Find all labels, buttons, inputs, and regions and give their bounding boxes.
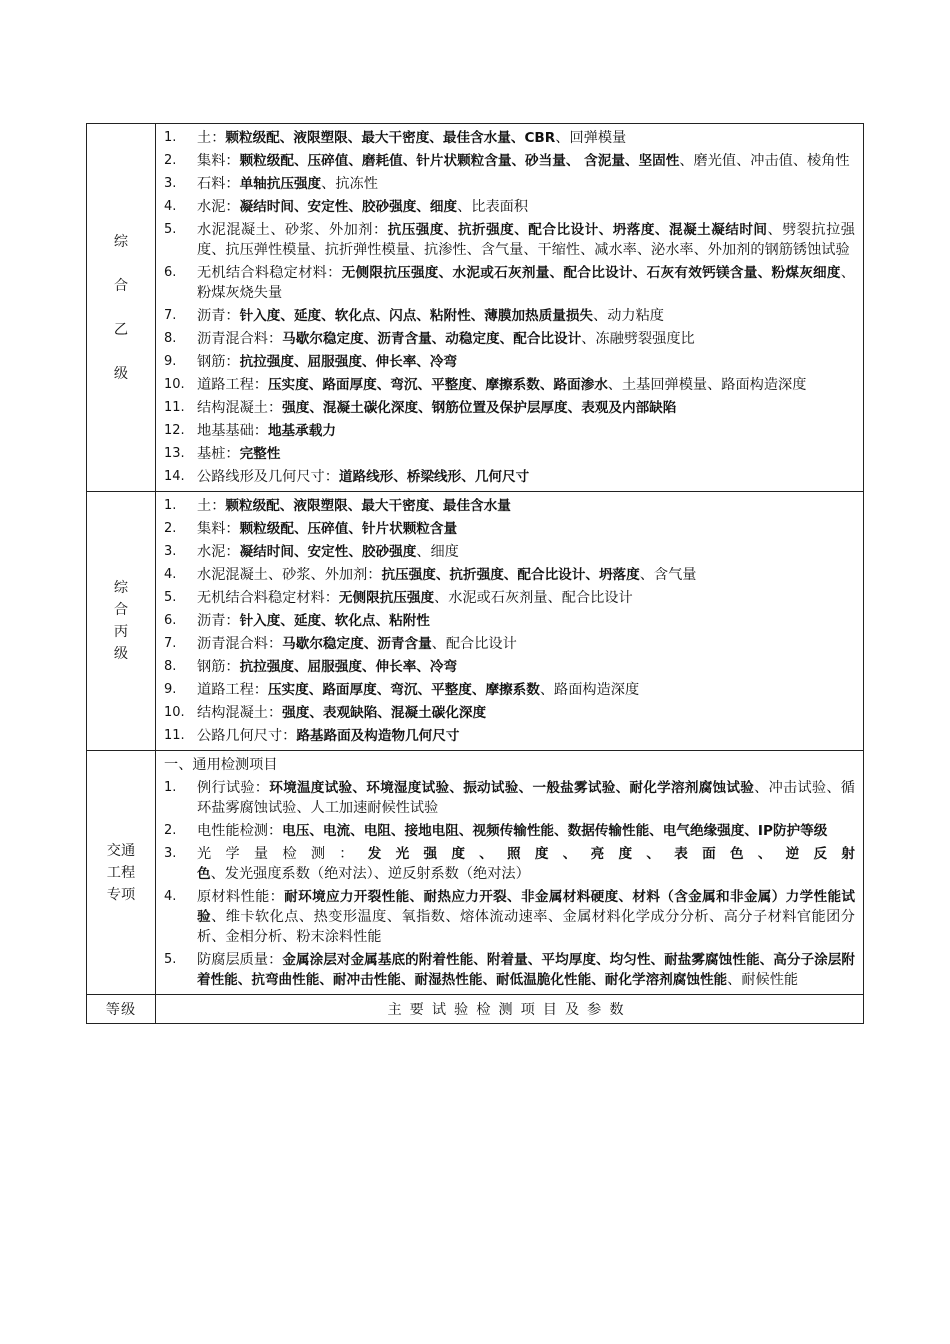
item-number: 13. bbox=[164, 446, 185, 461]
items-column-header: 主要试验检测项目及参数 bbox=[156, 995, 864, 1024]
grade-cell bbox=[87, 492, 156, 751]
item-category: 结构混凝土： bbox=[197, 705, 283, 721]
item-number: 3. bbox=[164, 544, 177, 559]
item-text bbox=[197, 519, 855, 539]
item-category: 水泥： bbox=[197, 544, 240, 560]
item-category: 公路几何尺寸： bbox=[197, 728, 297, 744]
list-item bbox=[164, 263, 855, 303]
item-category: 钢筋： bbox=[197, 354, 240, 370]
item-text bbox=[197, 565, 855, 585]
item-key-parameters: 强度、混凝土碳化深度、钢筋位置及保护层厚度、表观及内部缺陷 bbox=[282, 400, 677, 416]
item-key-parameters: 压实度、路面厚度、弯沉、平整度、摩擦系数 bbox=[267, 682, 540, 698]
item-category: 电性能检测： bbox=[197, 823, 283, 839]
item-category: 水泥： bbox=[197, 199, 240, 215]
list-item bbox=[164, 128, 855, 148]
item-text bbox=[197, 542, 855, 562]
list-item bbox=[164, 496, 855, 516]
item-text bbox=[197, 844, 855, 884]
item-key-parameters: 单轴抗压强度 bbox=[239, 176, 322, 192]
item-key-parameters: 抗拉强度、屈服强度、伸长率、冷弯 bbox=[239, 659, 458, 675]
item-key-parameters: 压实度、路面厚度、弯沉、平整度、摩擦系数、路面渗水 bbox=[267, 377, 608, 393]
item-text bbox=[197, 703, 855, 723]
item-number: 8. bbox=[164, 659, 177, 674]
item-category: 公路线形及几何尺寸： bbox=[197, 469, 339, 485]
list-item bbox=[164, 778, 855, 818]
item-category: 道路工程： bbox=[197, 682, 268, 698]
item-text bbox=[197, 657, 855, 677]
item-text bbox=[197, 588, 855, 608]
list-item bbox=[164, 726, 855, 746]
item-category: 无机结合料稳定材料： bbox=[197, 590, 339, 606]
list-item bbox=[164, 950, 855, 990]
grade-label-char: 丙 bbox=[113, 624, 129, 640]
item-text bbox=[197, 680, 855, 700]
item-other-parameters: 、配合比设计 bbox=[431, 636, 517, 652]
grade-label-char: 合 bbox=[113, 277, 129, 294]
item-category: 光学量检测： bbox=[197, 846, 368, 862]
list-item bbox=[164, 844, 855, 884]
test-items-cell bbox=[156, 124, 864, 492]
list-item bbox=[164, 220, 855, 260]
item-number: 5. bbox=[164, 590, 177, 605]
item-other-parameters: 、含气量 bbox=[639, 567, 697, 583]
item-number: 6. bbox=[164, 265, 177, 280]
item-text bbox=[197, 726, 855, 746]
grade-label-char: 工程 bbox=[106, 864, 136, 881]
item-key-parameters: 环境温度试验、环境湿度试验、振动试验、一般盐雾试验、耐化学溶剂腐蚀试验 bbox=[269, 780, 755, 796]
item-number: 14. bbox=[164, 469, 185, 484]
item-category: 基桩： bbox=[197, 446, 240, 462]
item-key-parameters: 地基承载力 bbox=[267, 423, 336, 439]
item-category: 集料： bbox=[197, 521, 240, 537]
item-text bbox=[197, 375, 855, 395]
item-other-parameters: 、粉煤灰烧失量 bbox=[197, 265, 855, 301]
item-text bbox=[197, 174, 855, 194]
list-item bbox=[164, 680, 855, 700]
item-number: 10. bbox=[164, 377, 185, 392]
item-number: 7. bbox=[164, 636, 177, 651]
qualification-table bbox=[86, 123, 864, 1024]
item-other-parameters: 、维卡软化点、热变形温度、氧指数、熔体流动速率、金属材料化学成分分析、高分子材料官能团分析、金相分析、粉末涂料性能 bbox=[197, 909, 855, 945]
item-other-parameters: 、发光强度系数（绝对法）、逆反射系数（绝对法） bbox=[210, 866, 530, 882]
list-item bbox=[164, 197, 855, 217]
list-item bbox=[164, 821, 855, 841]
item-category: 土： bbox=[197, 498, 226, 514]
item-number: 5. bbox=[164, 222, 177, 237]
item-category: 沥青： bbox=[197, 613, 240, 629]
grade-label-char: 合 bbox=[113, 602, 129, 618]
item-text bbox=[197, 467, 855, 487]
item-category: 钢筋： bbox=[197, 659, 240, 675]
item-number: 1. bbox=[164, 780, 177, 795]
item-key-parameters: 无侧限抗压强度 bbox=[338, 590, 435, 606]
list-item bbox=[164, 565, 855, 585]
item-number: 2. bbox=[164, 823, 177, 838]
item-number: 6. bbox=[164, 613, 177, 628]
item-number: 4. bbox=[164, 567, 177, 582]
item-text bbox=[197, 263, 855, 303]
test-items-cell bbox=[156, 492, 864, 751]
item-number: 3. bbox=[164, 846, 177, 861]
item-number: 10. bbox=[164, 705, 185, 720]
item-category: 水泥混凝土、砂浆、外加剂： bbox=[197, 567, 382, 583]
item-category: 集料： bbox=[197, 153, 240, 169]
item-number: 4. bbox=[164, 889, 177, 904]
item-other-parameters: 、耐候性能 bbox=[727, 972, 799, 988]
item-category: 原材料性能： bbox=[197, 889, 285, 905]
item-text bbox=[197, 887, 855, 947]
list-item bbox=[164, 352, 855, 372]
list-item bbox=[164, 657, 855, 677]
item-category: 沥青： bbox=[197, 308, 240, 324]
item-text bbox=[197, 778, 855, 818]
list-item bbox=[164, 634, 855, 654]
list-item bbox=[164, 444, 855, 464]
grade-section-row bbox=[87, 124, 864, 492]
item-category: 结构混凝土： bbox=[197, 400, 283, 416]
item-key-parameters: 道路线形、桥梁线形、几何尺寸 bbox=[338, 469, 530, 485]
grade-label-char: 综 bbox=[113, 233, 129, 250]
item-other-parameters: 、细度 bbox=[416, 544, 459, 560]
item-key-parameters: 路基路面及构造物几何尺寸 bbox=[296, 728, 460, 744]
item-category: 道路工程： bbox=[197, 377, 268, 393]
item-category: 沥青混合料： bbox=[197, 331, 283, 347]
item-text bbox=[197, 220, 855, 260]
item-other-parameters: 、抗冻性 bbox=[321, 176, 378, 192]
item-text bbox=[197, 496, 855, 516]
list-item bbox=[164, 329, 855, 349]
item-key-parameters: 马歇尔稳定度、沥青含量、动稳定度、配合比设计 bbox=[282, 331, 582, 347]
list-item bbox=[164, 398, 855, 418]
item-key-parameters: 颗粒级配、压碎值、磨耗值、针片状颗粒含量、砂当量、 含泥量、坚固性 bbox=[239, 153, 680, 169]
item-category: 无机结合料稳定材料： bbox=[197, 265, 342, 281]
item-key-parameters: 抗压强度、抗折强度、配合比设计、坍落度 bbox=[381, 567, 640, 583]
item-other-parameters: 、路面构造深度 bbox=[539, 682, 640, 698]
grade-label-char: 交通 bbox=[106, 842, 136, 859]
item-number: 4. bbox=[164, 199, 177, 214]
item-other-parameters: 、冻融劈裂强度比 bbox=[581, 331, 695, 347]
item-category: 防腐层质量： bbox=[197, 952, 283, 968]
list-item bbox=[164, 542, 855, 562]
item-other-parameters: 、比表面积 bbox=[457, 199, 529, 215]
item-other-parameters: 、土基回弹模量、路面构造深度 bbox=[607, 377, 807, 393]
item-number: 3. bbox=[164, 176, 177, 191]
list-item bbox=[164, 703, 855, 723]
item-number: 1. bbox=[164, 498, 177, 513]
grade-label-char: 专项 bbox=[106, 886, 136, 903]
item-key-parameters: 凝结时间、安定性、胶砂强度、细度 bbox=[239, 199, 458, 215]
item-text bbox=[197, 306, 855, 326]
item-text bbox=[197, 950, 855, 990]
item-other-parameters: 、劈裂抗拉强度、抗压弹性模量、抗折弹性模量、抗渗性、含气量、干缩性、减水率、泌水率、外加剂的钢筋锈蚀试验 bbox=[197, 222, 855, 258]
item-key-parameters: 针入度、延度、软化点、闪点、粘附性、薄膜加热质量损失 bbox=[239, 308, 594, 324]
item-key-parameters: 抗压强度、抗折强度、配合比设计、坍落度、混凝土凝结时间 bbox=[387, 222, 768, 238]
item-other-parameters: 、动力粘度 bbox=[593, 308, 664, 324]
item-other-parameters: 、水泥或石灰剂量、配合比设计 bbox=[434, 590, 633, 606]
item-text bbox=[197, 634, 855, 654]
list-item bbox=[164, 519, 855, 539]
item-key-parameters: 电压、电流、电阻、接地电阻、视频传输性能、数据传输性能、电气绝缘强度、IP防护等级 bbox=[282, 823, 828, 839]
table-body bbox=[87, 124, 864, 1024]
list-item bbox=[164, 467, 855, 487]
list-item bbox=[164, 306, 855, 326]
item-text bbox=[197, 398, 855, 418]
item-text bbox=[197, 197, 855, 217]
grade-section-row bbox=[87, 751, 864, 995]
item-other-parameters: 、回弹模量 bbox=[555, 130, 627, 146]
item-number: 9. bbox=[164, 354, 177, 369]
item-other-parameters: 、磨光值、冲击值、棱角性 bbox=[679, 153, 850, 169]
item-number: 2. bbox=[164, 153, 177, 168]
item-text bbox=[197, 611, 855, 631]
list-item bbox=[164, 611, 855, 631]
item-number: 8. bbox=[164, 331, 177, 346]
item-number: 5. bbox=[164, 952, 177, 967]
item-category: 沥青混合料： bbox=[197, 636, 283, 652]
item-key-parameters: 颗粒级配、液限塑限、最大干密度、最佳含水量、CBR bbox=[225, 130, 556, 146]
grade-label-char: 级 bbox=[113, 646, 129, 662]
test-items-cell bbox=[156, 751, 864, 995]
item-text bbox=[197, 352, 855, 372]
item-key-parameters: 凝结时间、安定性、胶砂强度 bbox=[239, 544, 417, 560]
item-key-parameters: 颗粒级配、液限塑限、最大干密度、最佳含水量 bbox=[225, 498, 511, 514]
item-key-parameters: 马歇尔稳定度、沥青含量 bbox=[282, 636, 432, 652]
grade-cell bbox=[87, 751, 156, 995]
item-number: 11. bbox=[164, 400, 185, 415]
item-category: 地基基础： bbox=[197, 423, 268, 439]
item-category: 水泥混凝土、砂浆、外加剂： bbox=[197, 222, 388, 238]
item-text bbox=[197, 821, 855, 841]
grade-label-char: 乙 bbox=[113, 321, 129, 338]
item-number: 1. bbox=[164, 130, 177, 145]
grade-column-header: 等级 bbox=[87, 995, 156, 1024]
item-text bbox=[197, 444, 855, 464]
item-key-parameters: 颗粒级配、压碎值、针片状颗粒含量 bbox=[239, 521, 458, 537]
item-category: 石料： bbox=[197, 176, 240, 192]
item-other-parameters: 、冲击试验、循环盐雾腐蚀试验、人工加速耐候性试验 bbox=[197, 780, 855, 816]
item-number: 12. bbox=[164, 423, 185, 438]
item-key-parameters: 金属涂层对金属基底的附着性能、附着量、平均厚度、均匀性、耐盐雾腐蚀性能、高分子涂层附着性能、抗弯曲性能、耐冲击性能、耐湿热性能、耐低温脆化性能、耐化学溶剂腐蚀性能 bbox=[197, 952, 855, 988]
grade-label-char: 综 bbox=[113, 580, 129, 596]
item-number: 7. bbox=[164, 308, 177, 323]
section-heading: 一、通用检测项目 bbox=[164, 757, 278, 773]
item-key-parameters: 强度、表观缺陷、混凝土碳化深度 bbox=[282, 705, 487, 721]
list-item bbox=[164, 887, 855, 947]
item-text bbox=[197, 128, 855, 148]
list-item bbox=[164, 588, 855, 608]
item-key-parameters: 无侧限抗压强度、水泥或石灰剂量、配合比设计、石灰有效钙镁含量、粉煤灰细度 bbox=[341, 265, 841, 281]
list-item bbox=[164, 421, 855, 441]
grade-label-char: 级 bbox=[113, 365, 129, 382]
list-item bbox=[164, 151, 855, 171]
list-item bbox=[164, 174, 855, 194]
item-key-parameters: 发光强度、照度、亮度、表面色、逆反射色 bbox=[197, 846, 855, 882]
table-header-row bbox=[87, 995, 864, 1024]
item-number: 9. bbox=[164, 682, 177, 697]
item-number: 2. bbox=[164, 521, 177, 536]
item-category: 例行试验： bbox=[197, 780, 270, 796]
item-key-parameters: 完整性 bbox=[239, 446, 281, 462]
item-key-parameters: 耐环境应力开裂性能、耐热应力开裂、非金属材料硬度、材料（含金属和非金属）力学性能试验 bbox=[197, 889, 855, 925]
list-item bbox=[164, 375, 855, 395]
item-key-parameters: 针入度、延度、软化点、粘附性 bbox=[239, 613, 430, 629]
item-text bbox=[197, 421, 855, 441]
item-text bbox=[197, 329, 855, 349]
item-category: 土： bbox=[197, 130, 226, 146]
grade-cell bbox=[87, 124, 156, 492]
item-number: 11. bbox=[164, 728, 185, 743]
item-text bbox=[197, 151, 855, 171]
grade-section-row bbox=[87, 492, 864, 751]
item-key-parameters: 抗拉强度、屈服强度、伸长率、冷弯 bbox=[239, 354, 458, 370]
